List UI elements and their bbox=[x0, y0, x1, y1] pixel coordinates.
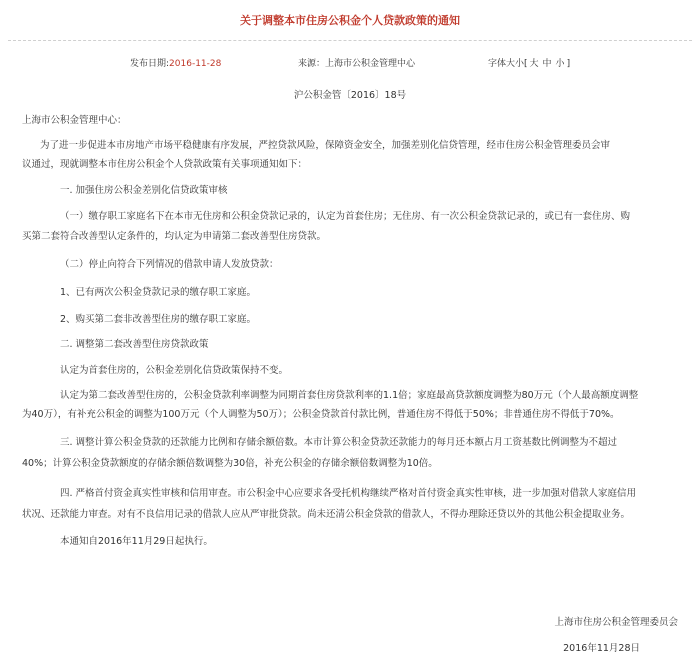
section-1-heading: 一. 加强住房公积金差别化信贷政策审核 bbox=[60, 185, 228, 196]
font-medium-button[interactable]: 中 bbox=[542, 59, 552, 69]
font-size-close: ] bbox=[566, 59, 571, 69]
section-1-item-2-sub-2: 2、购买第二套非改善型住房的缴存职工家庭。 bbox=[60, 314, 257, 325]
section-2-para-2-line-1: 认定为第二套改善型住房的，公积金贷款利率调整为同期首套住房贷款利率的1.1倍；家庭最高贷款额度调整为80万元（个人最高额度调整 bbox=[60, 390, 639, 401]
section-3-line-2: 40%；计算公积金贷款额度的存储余额倍数调整为30倍，补充公积金的存储余额倍数调整为10倍。 bbox=[22, 458, 438, 469]
salutation: 上海市公积金管理中心： bbox=[22, 115, 127, 126]
section-1-item-1-line-2: 买第二套符合改善型认定条件的，均认定为申请第二套改善型住房贷款。 bbox=[22, 231, 327, 242]
intro-line-1: 为了进一步促进本市房地产市场平稳健康有序发展，严控贷款风险，保障资金安全，加强差别化信贷管理，经市住房公积金管理委员会审 bbox=[40, 140, 611, 151]
section-2-heading: 二. 调整第二套改善型住房贷款政策 bbox=[60, 339, 209, 350]
source-value: 上海市公积金管理中心 bbox=[325, 59, 416, 69]
publish-date-label: 发布日期: bbox=[130, 59, 170, 69]
title-divider bbox=[8, 40, 692, 41]
section-2-para-1: 认定为首套住房的，公积金差别化信贷政策保持不变。 bbox=[60, 365, 289, 376]
source-label: 来源： bbox=[298, 59, 326, 69]
font-small-button[interactable]: 小 bbox=[555, 59, 565, 69]
font-size-switcher bbox=[488, 56, 570, 69]
section-3-line-1: 三. 调整计算公积金贷款的还款能力比例和存储余额倍数。本市计算公积金贷款还款能力的每月还本额占月工资基数比例调整为不超过 bbox=[60, 437, 618, 448]
section-1-item-2-sub-1: 1、已有两次公积金贷款记录的缴存职工家庭。 bbox=[60, 287, 257, 298]
document-number: 沪公积金管〔2016〕18号 bbox=[293, 90, 407, 101]
intro-line-2: 议通过，现就调整本市住房公积金个人贷款政策有关事项通知如下： bbox=[22, 159, 308, 170]
source bbox=[298, 56, 415, 69]
page-title: 关于调整本市住房公积金个人贷款政策的通知 bbox=[240, 14, 460, 27]
signing-date: 2016年11月28日 bbox=[563, 643, 640, 654]
section-1-item-1-line-1: （一）缴存职工家庭名下在本市无住房和公积金贷款记录的，认定为首套住房；无住房、有一次公积金贷款记录的，或已有一套住房、购 bbox=[60, 211, 631, 222]
signer: 上海市住房公积金管理委员会 bbox=[554, 617, 678, 628]
section-1-item-2: （二）停止向符合下列情况的借款申请人发放贷款： bbox=[60, 259, 279, 270]
publish-date-value: 2016-11-28 bbox=[169, 59, 222, 69]
publish-date bbox=[130, 56, 221, 69]
font-large-button[interactable]: 大 bbox=[529, 59, 539, 69]
section-4-line-2: 状况、还款能力审查。对有不良信用记录的借款人应从严审批贷款。尚未还清公积金贷款的借款人，不得办理除还贷以外的其他公积金提取业务。 bbox=[22, 509, 631, 520]
section-4-line-1: 四. 严格首付资金真实性审核和信用审查。市公积金中心应要求各受托机构继续严格对首付资金真实性审核，进一步加强对借款人家庭信用 bbox=[60, 488, 637, 499]
font-size-label: 字体大小[ bbox=[488, 59, 528, 69]
section-2-para-2-line-2: 为40万），有补充公积金的调整为100万元（个人调整为50万）；公积金贷款首付款比例，普通住房不得低于50%；非普通住房不得低于70%。 bbox=[22, 409, 620, 420]
effective-date-note: 本通知自2016年11月29日起执行。 bbox=[60, 536, 213, 547]
